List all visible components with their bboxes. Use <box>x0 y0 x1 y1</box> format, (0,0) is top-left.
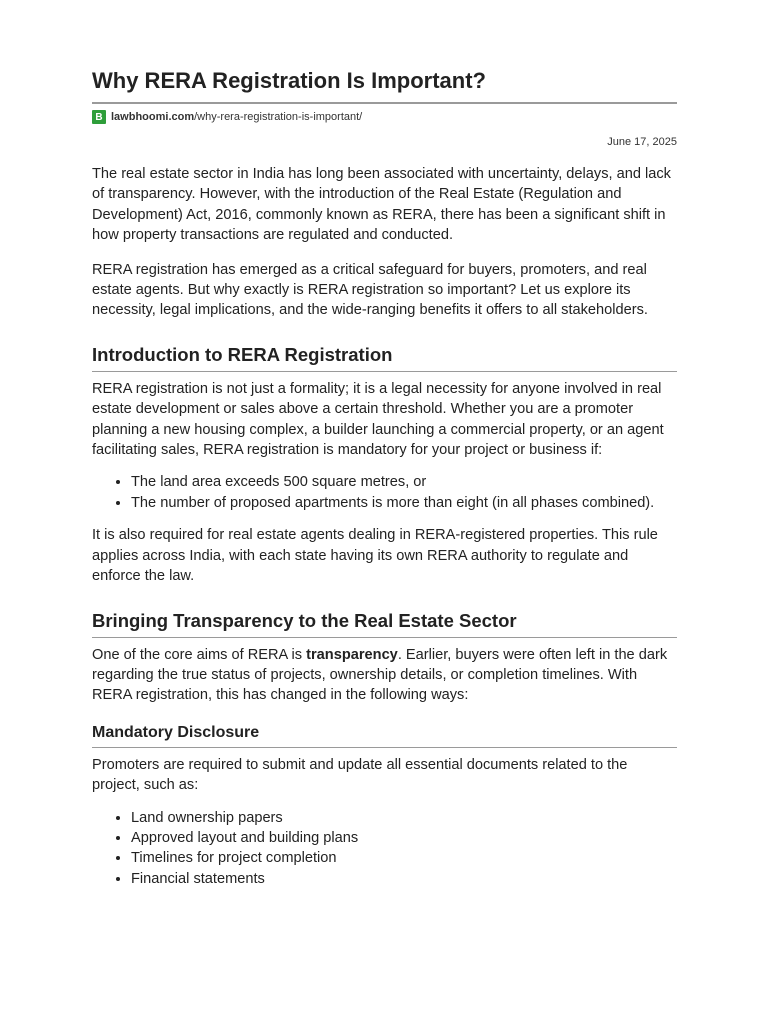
section2-paragraph <box>92 645 677 706</box>
text-run: . Earlier, buyers were often left in the dark regarding the true status of projects, ownership details, or completion timelines. With RERA registration, this has changed in the following ways: <box>92 646 668 704</box>
publish-date: June 17, 2025 <box>607 136 677 148</box>
threshold-list <box>92 472 677 513</box>
documents-list <box>92 808 677 890</box>
list-item: • Land ownership papers <box>131 808 677 828</box>
text-run: One of the core aims of RERA is <box>92 646 307 663</box>
intro-paragraph-2: RERA registration has emerged as a critical safeguard for buyers, promoters, and real estate agents. But why exactly is RERA registration so important? Let us explore its necessity, legal implications, and the wide-ranging benefits it offers to all stakeholders. <box>92 261 648 319</box>
intro-paragraph-1: The real estate sector in India has long been associated with uncertainty, delays, and lack of transparency. However, with the introduction of the Real Estate (Regulation and Development) Act, 2016, commonly known as RERA, there has been a significant shift in how property transactions are regulated and conducted. <box>92 166 671 244</box>
article <box>92 66 677 889</box>
subsection-paragraph: Promoters are required to submit and update all essential documents related to the project, such as: <box>92 756 628 794</box>
list-item: • Financial statements <box>131 869 677 889</box>
list-item: • The number of proposed apartments is more than eight (in all phases combined). <box>131 493 677 513</box>
emphasis-transparency: transparency <box>306 646 398 663</box>
section-heading-introduction: Introduction to RERA Registration <box>92 343 677 372</box>
list-item: • Approved layout and building plans <box>131 828 677 848</box>
site-favicon-icon: B <box>92 110 106 124</box>
source-line <box>92 109 677 125</box>
subsection-heading-mandatory-disclosure: Mandatory Disclosure <box>92 723 677 748</box>
list-item: • Timelines for project completion <box>131 848 677 868</box>
list-item: • The land area exceeds 500 square metres, or <box>131 472 677 492</box>
section-heading-transparency: Bringing Transparency to the Real Estate Sector <box>92 609 677 638</box>
section1-paragraph-1: RERA registration is not just a formality; it is a legal necessity for anyone involved in real estate development or sales above a certain threshold. Whether you are a promoter planning a new housing complex, a builder launching a commercial property, or an agent facilitating sales, RERA registration is mandatory for your project or business if: <box>92 380 664 459</box>
source-path: /why-rera-registration-is-important/ <box>194 111 363 123</box>
article-title: Why RERA Registration Is Important? <box>92 66 677 104</box>
source-domain-link[interactable]: lawbhoomi.com <box>111 111 195 123</box>
section1-paragraph-2: It is also required for real estate agents dealing in RERA-registered properties. This rule applies across India, with each state having its own RERA authority to regulate and enforce the law. <box>92 527 658 585</box>
